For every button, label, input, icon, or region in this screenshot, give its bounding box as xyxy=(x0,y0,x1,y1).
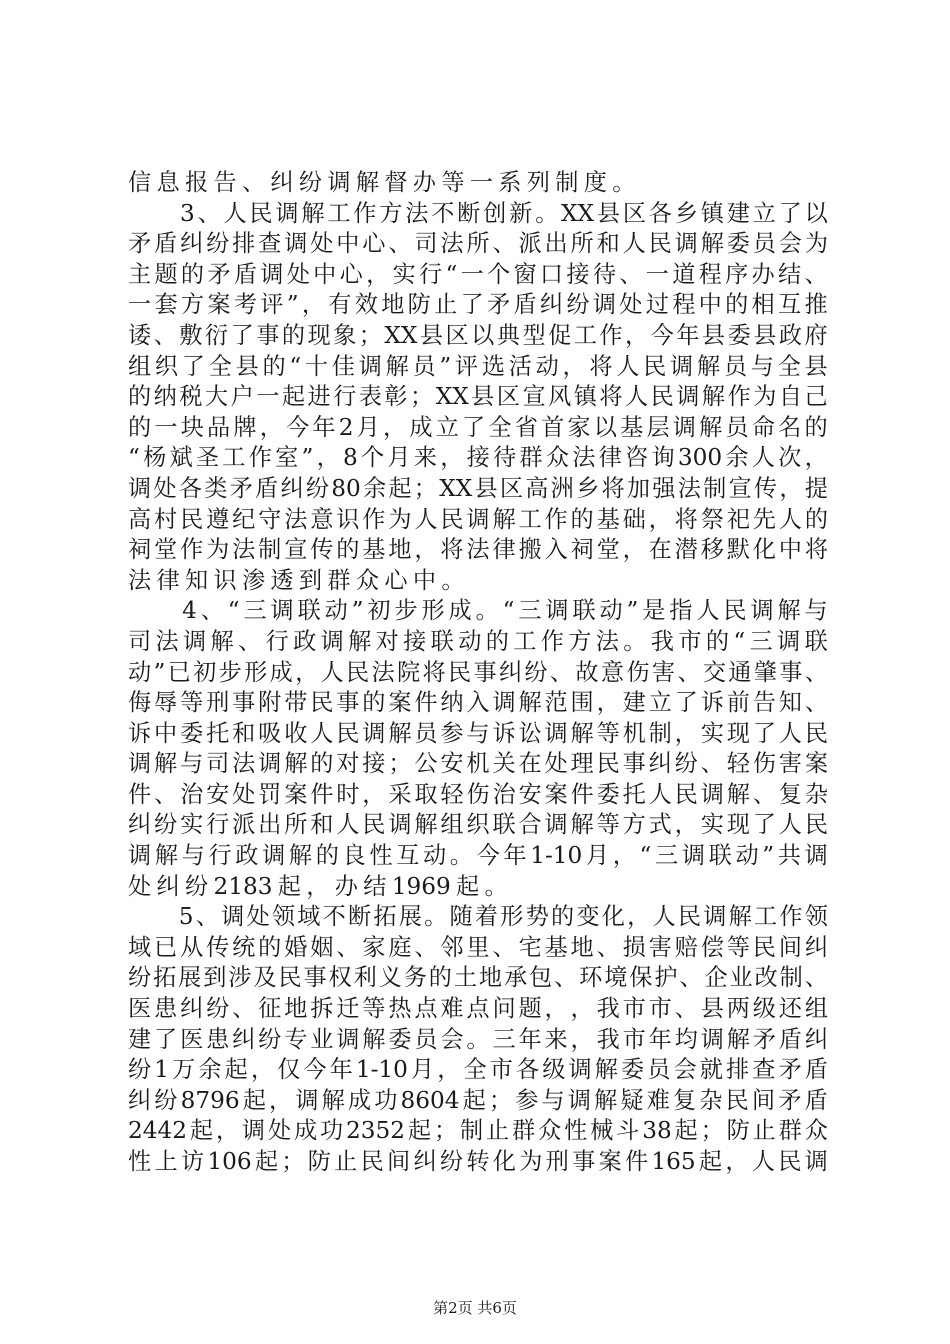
text-line: 的 纳 税 大 户 一 起 进 行 表 彰 ； XX 县 区 宣 风 镇 将 人 民 调 解 作 为 自 己 xyxy=(128,383,828,411)
text-line: 祠 堂 作 为 法 制 宣 传 的 基 地 ， 将 法 律 搬 入 祠 堂 ， 在 潜 移 默 化 中 将 xyxy=(128,536,828,564)
text-line: 法 律 知 识 渗 透 到 群 众 心 中 。 xyxy=(128,566,465,594)
text-line: 3 、 人 民 调 解 工 作 方 法 不 断 创 新 。 XX 县 区 各 乡 镇 建 立 了 以 xyxy=(179,199,828,227)
text-line: 2442 起 ， 调 处 成 功 2352 起 ； 制 止 群 众 性 械 斗 38 起 ； 防 止 群 众 xyxy=(128,1117,828,1145)
text-line: 医 患 纠 纷 、 征 地 拆 迁 等 热 点 难 点 问 题 ， ， 我 市 市 、 县 两 级 还 组 xyxy=(128,995,828,1023)
text-line: 纠 纷 实 行 派 出 所 和 人 民 调 解 组 织 联 合 调 解 等 方 式 ， 实 现 了 人 民 xyxy=(128,811,828,839)
text-line: 纠 纷 8796 起 ， 调 解 成 功 8604 起 ； 参 与 调 解 疑 难 复 杂 民 间 矛 盾 xyxy=(128,1086,828,1114)
text-line: 纷 1 万 余 起 ， 仅 今 年 1-10 月 ， 全 市 各 级 调 解 委 员 会 就 排 查 矛 盾 xyxy=(128,1056,828,1084)
text-line: 矛 盾 纠 纷 排 查 调 处 中 心 、 司 法 所 、 派 出 所 和 人 民 调 解 委 员 会 为 xyxy=(128,230,828,258)
text-line: 一 套 方 案 考 评 ” ， 有 效 地 防 止 了 矛 盾 纠 纷 调 处 过 程 中 的 相 互 推 xyxy=(128,291,828,319)
text-line: 动 ” 已 初 步 形 成 ， 人 民 法 院 将 民 事 纠 纷 、 故 意 伤 害 、 交 通 肇 事 、 xyxy=(128,658,828,686)
text-line: 纷 拓 展 到 涉 及 民 事 权 利 义 务 的 土 地 承 包 、 环 境 保 护 、 企 业 改 制 、 xyxy=(128,964,828,992)
text-line: 调 解 与 司 法 调 解 的 对 接 ； 公 安 机 关 在 处 理 民 事 纠 纷 、 轻 伤 害 案 xyxy=(128,750,828,778)
text-line: 诿 、 敷 衍 了 事 的 现 象 ； XX 县 区 以 典 型 促 工 作 ， 今 年 县 委 县 政 府 xyxy=(128,321,828,349)
body-text xyxy=(128,168,828,1178)
text-line: 高 村 民 遵 纪 守 法 意 识 作 为 人 民 调 解 工 作 的 基 础 ， 将 祭 祀 先 人 的 xyxy=(128,505,828,533)
text-line: 处 纠 纷 2183 起 ， 办 结 1969 起 。 xyxy=(128,872,508,900)
text-line: 调 处 各 类 矛 盾 纠 纷 80 余 起 ； XX 县 区 高 洲 乡 将 加 强 法 制 宣 传 ， 提 xyxy=(128,474,828,502)
text-line: 4 、 “ 三 调 联 动 ” 初 步 形 成 。 “ 三 调 联 动 ” 是 指 人 民 调 解 与 xyxy=(182,597,828,625)
text-line: 主 题 的 矛 盾 调 处 中 心 ， 实 行 “ 一 个 窗 口 接 待 、 一 道 程 序 办 结 、 xyxy=(128,260,828,288)
text-line: 司 法 调 解 、 行 政 调 解 对 接 联 动 的 工 作 方 法 。 我 市 的 “ 三 调 联 xyxy=(128,627,828,655)
text-line: 性 上 访 106 起 ； 防 止 民 间 纠 纷 转 化 为 刑 事 案 件 165 起 ， 人 民 调 xyxy=(128,1148,828,1175)
text-line: 侮 辱 等 刑 事 附 带 民 事 的 案 件 纳 入 调 解 范 围 ， 建 立 了 诉 前 告 知 、 xyxy=(128,689,828,717)
text-line: 5 、 调 处 领 域 不 断 拓 展 。 随 着 形 势 的 变 化 ， 人 民 调 解 工 作 领 xyxy=(178,903,828,931)
text-line: 建 了 医 患 纠 纷 专 业 调 解 委 员 会 。 三 年 来 ， 我 市 年 均 调 解 矛 盾 纠 xyxy=(128,1025,828,1053)
page-footer: 第2页 共6页 xyxy=(433,1299,517,1317)
text-line: “ 杨 斌 圣 工 作 室 ” ， 8 个 月 来 ， 接 待 群 众 法 律 咨 询 300 余 人 次 ， xyxy=(128,444,828,472)
text-line: 诉 中 委 托 和 吸 收 人 民 调 解 员 参 与 诉 讼 调 解 等 机 制 ， 实 现 了 人 民 xyxy=(128,719,828,747)
text-line: 件 、 治 安 处 罚 案 件 时 ， 采 取 轻 伤 治 安 案 件 委 托 人 民 调 解 、 复 杂 xyxy=(128,780,828,808)
text-line: 的 一 块 品 牌 ， 今 年 2 月 ， 成 立 了 全 省 首 家 以 基 层 调 解 员 命 名 的 xyxy=(128,413,828,441)
text-line: 调 解 与 行 政 调 解 的 良 性 互 动 。 今 年 1-10 月 ， “ 三 调 联 动 ” 共 调 xyxy=(128,842,828,870)
text-line: 域 已 从 传 统 的 婚 姻 、 家 庭 、 邻 里 、 宅 基 地 、 损 害 赔 偿 等 民 间 纠 xyxy=(128,933,828,961)
text-line: 组 织 了 全 县 的 “ 十 佳 调 解 员 ” 评 选 活 动 ， 将 人 民 调 解 员 与 全 县 xyxy=(128,352,828,380)
text-line: 信 息 报 告 、 纠 纷 调 解 督 办 等 一 系 列 制 度 。 xyxy=(128,169,636,196)
